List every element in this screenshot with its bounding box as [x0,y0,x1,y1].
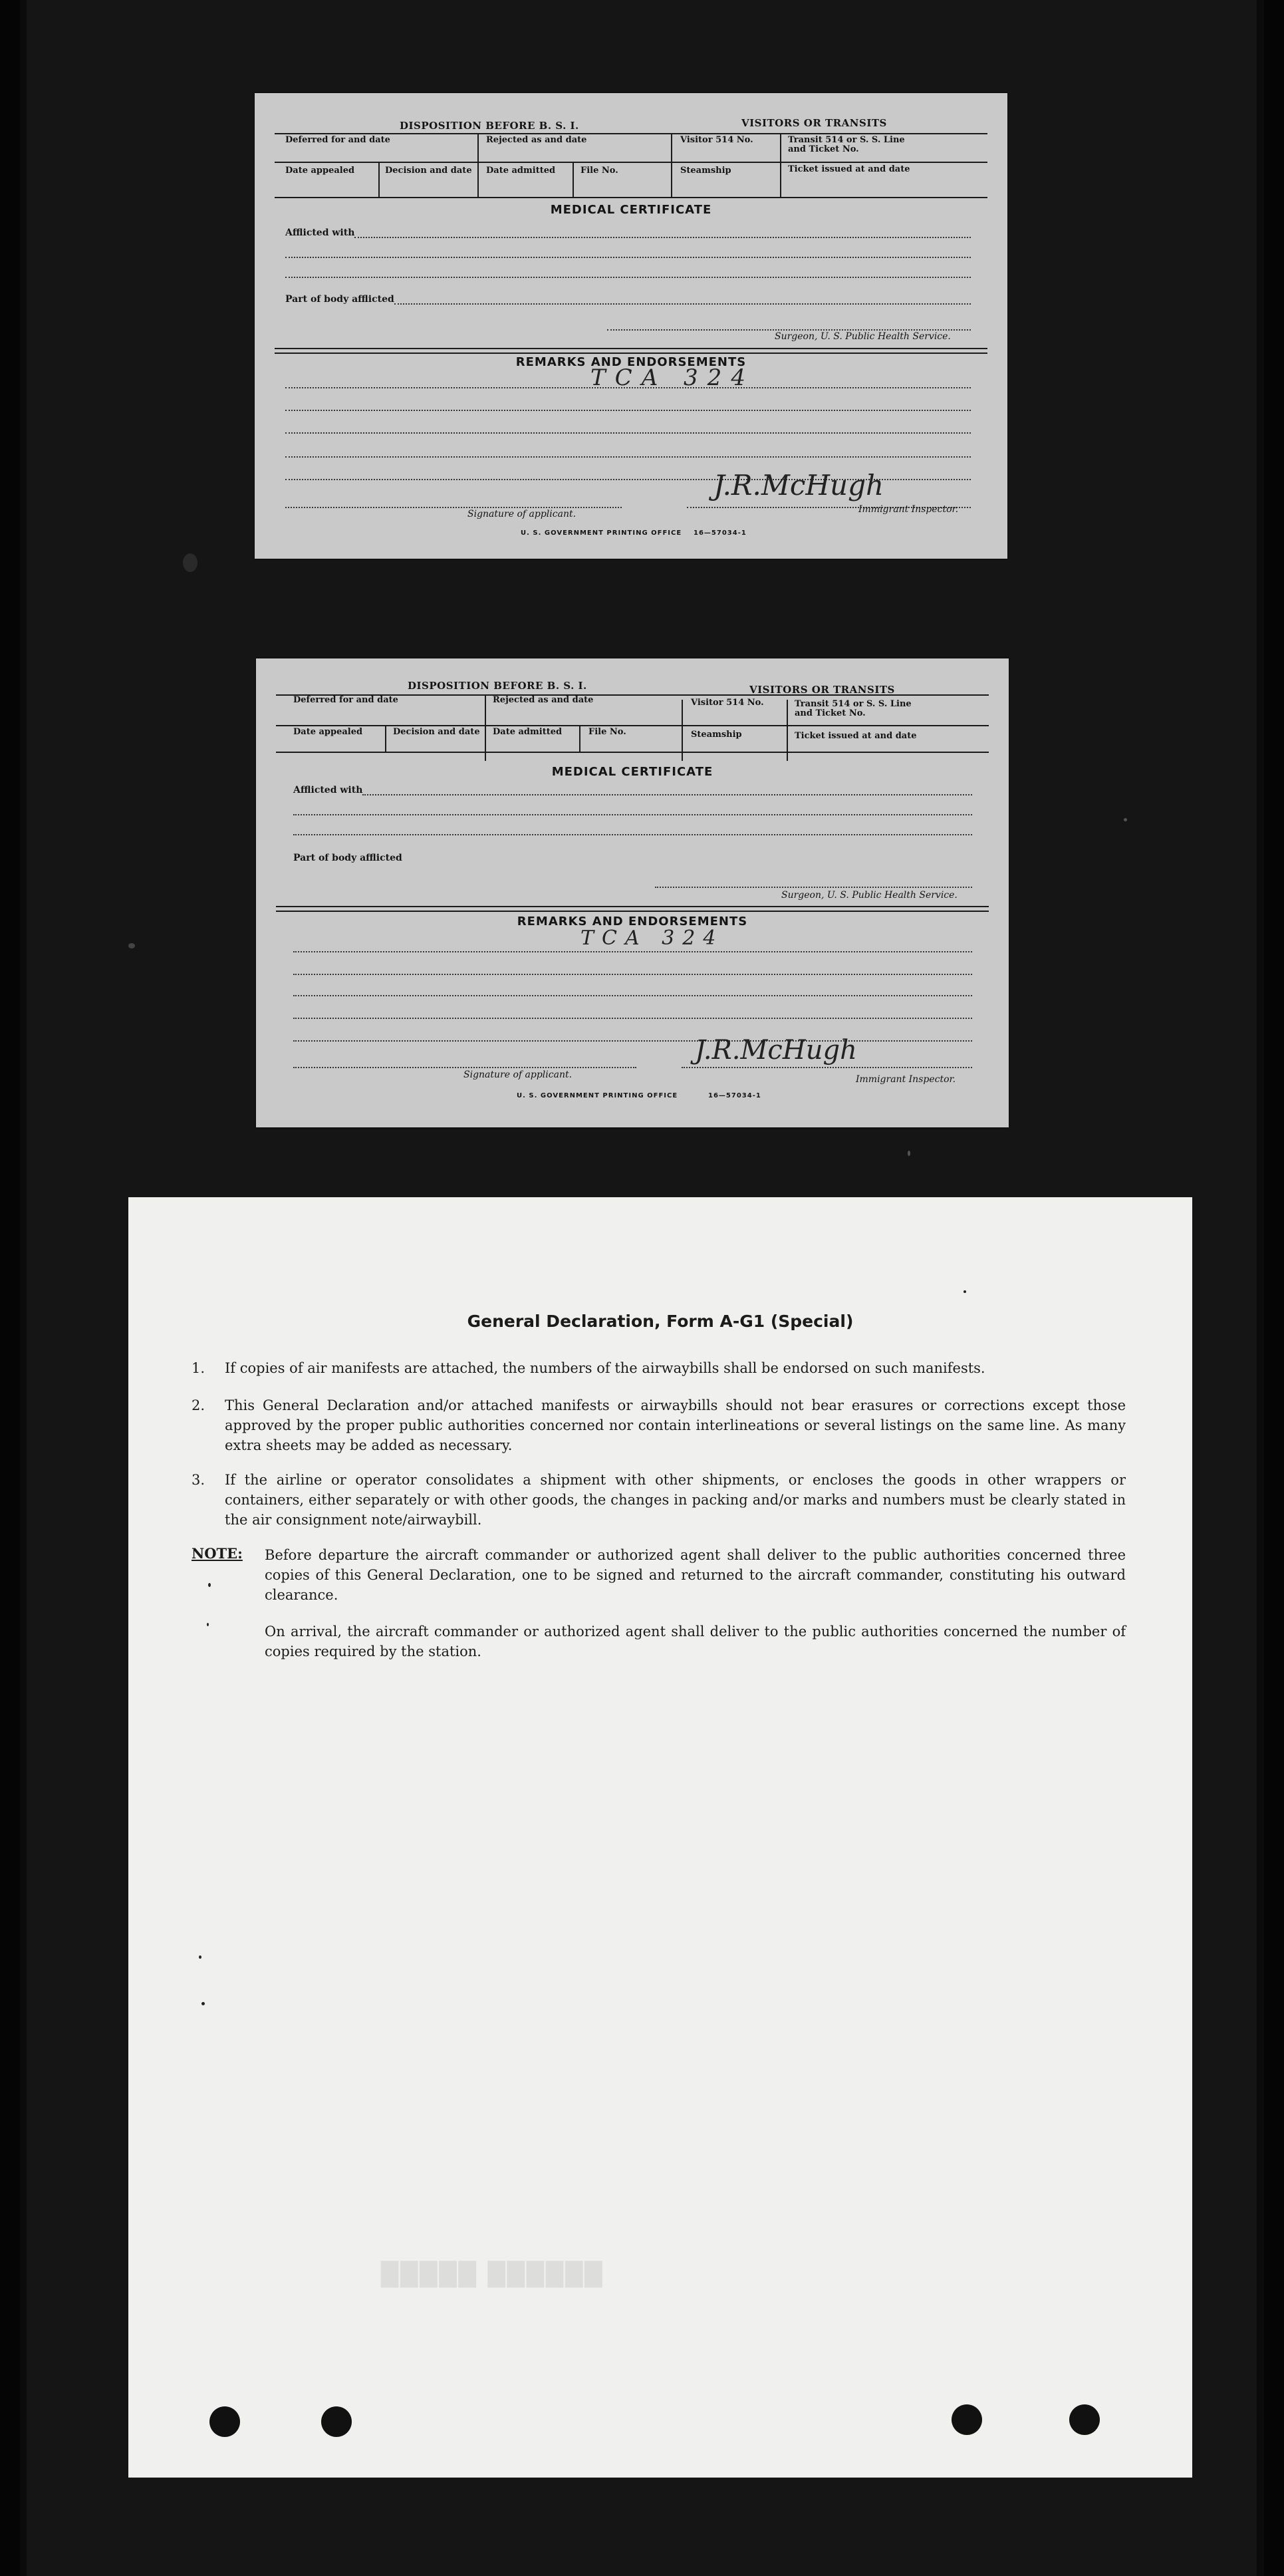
remarks-heading: REMARKS AND ENDORSEMENTS [517,915,748,929]
punch-hole [1069,2404,1100,2435]
rejected-label: Rejected as and date [486,135,587,145]
film-speck [128,943,135,948]
medical-certificate-heading: MEDICAL CERTIFICATE [551,765,713,779]
punch-hole [209,2406,240,2437]
steamship-label: Steamship [691,730,742,740]
instruction-item-3 [192,1470,1126,1530]
general-declaration-sheet [128,1197,1192,2478]
item-text: This General Declaration and/or attached manifests or airwaybills should not bear erasures or corrections except those approved by the proper public authorities concerned nor contain interlineations or several listings on the same line. As many extra sheets may be added as necessary. [225,1397,1126,1453]
form-number: 16—57034-1 [708,1092,761,1099]
item-number: 3. [192,1472,205,1488]
afflicted-with-label: Afflicted with [293,785,363,795]
signature-of-applicant-label: Signature of applicant. [463,1070,573,1080]
punch-hole [321,2406,352,2437]
visitors-header: VISITORS OR TRANSITS [741,117,887,129]
inspector-signature: J.R.McHugh [695,1035,857,1066]
file-no-label: File No. [588,727,626,737]
arrival-text: On arrival, the aircraft commander or authorized agent shall deliver to the public authorities concerned the number of copies required by the station. [265,1624,1126,1659]
surgeon-label: Surgeon, U. S. Public Health Service. [781,890,958,901]
item-text: If copies of air manifests are attached, the numbers of the airwaybills shall be endorsed on such manifests. [225,1360,985,1376]
item-number: 2. [192,1397,205,1413]
deferred-label: Deferred for and date [285,135,390,145]
immigrant-inspector-label: Immigrant Inspector. [858,504,959,515]
handwritten-remark: TCA 324 [590,364,755,391]
visitor-514-label: Visitor 514 No. [691,698,764,708]
decision-label: Decision and date [385,166,472,176]
ticket-issued-label: Ticket issued at and date [788,164,910,174]
declaration-title: General Declaration, Form A-G1 (Special) [467,1312,854,1331]
date-admitted-label: Date admitted [486,166,556,176]
handwritten-remark: TCA 324 [580,927,724,950]
item-text: If the airline or operator consolidates a shipment with other shipments, or encloses the goods in other wrappers or containers, either separately or with other goods, the changes in packing and/or marks and numbers must be clearly stated in the air consignment note/airwaybill. [225,1472,1126,1528]
punch-hole [952,2404,982,2435]
form-number: 16—57034-1 [694,529,747,537]
medical-certificate-heading: MEDICAL CERTIFICATE [550,203,712,217]
instruction-item-2 [192,1395,1126,1455]
file-no-label: File No. [580,166,618,176]
note-label: NOTE: [192,1545,243,1562]
item-number: 1. [192,1360,205,1376]
remarks-heading: REMARKS AND ENDORSEMENTS [515,355,747,369]
date-admitted-label: Date admitted [493,727,563,737]
afflicted-with-label: Afflicted with [285,227,355,238]
visitor-514-label: Visitor 514 No. [680,135,753,145]
decision-label: Decision and date [393,727,480,737]
date-appealed-label: Date appealed [293,727,363,737]
immigrant-inspector-label: Immigrant Inspector. [856,1074,956,1085]
deferred-label: Deferred for and date [293,695,398,705]
transit-514-label: Transit 514 or S. S. Line and Ticket No. [788,135,905,154]
instruction-item-1 [192,1358,1126,1378]
surgeon-label: Surgeon, U. S. Public Health Service. [775,331,951,342]
immigration-card-1 [255,93,1007,559]
bleed-through-text: █████ ██████ [381,2261,604,2288]
immigration-card-2 [256,658,1009,1127]
part-of-body-label: Part of body afflicted [285,294,394,305]
part-of-body-label: Part of body afflicted [293,853,402,863]
note-text: Before departure the aircraft commander or authorized agent shall deliver to the public authorities concerned three copies of this General Declaration, one to be signed and returned to the aircraft commander, constituting his outward clearance. [265,1547,1126,1603]
printing-office: U. S. GOVERNMENT PRINTING OFFICE [517,1092,678,1099]
film-speck [183,553,197,572]
transit-514-label: Transit 514 or S. S. Line and Ticket No. [795,699,912,718]
ticket-issued-label: Ticket issued at and date [795,731,917,741]
rejected-label: Rejected as and date [493,695,594,705]
film-speck [1124,818,1127,821]
inspector-signature: J.R.McHugh [713,469,884,501]
film-edge-left [0,0,20,2576]
visitors-header: VISITORS OR TRANSITS [749,684,895,696]
date-appealed-label: Date appealed [285,166,355,176]
signature-of-applicant-label: Signature of applicant. [467,509,577,519]
printing-office: U. S. GOVERNMENT PRINTING OFFICE [521,529,682,537]
film-edge-right [1264,0,1284,2576]
disposition-header: DISPOSITION BEFORE B. S. I. [400,120,579,132]
steamship-label: Steamship [680,166,731,176]
film-speck [908,1151,910,1156]
disposition-header: DISPOSITION BEFORE B. S. I. [408,680,587,692]
